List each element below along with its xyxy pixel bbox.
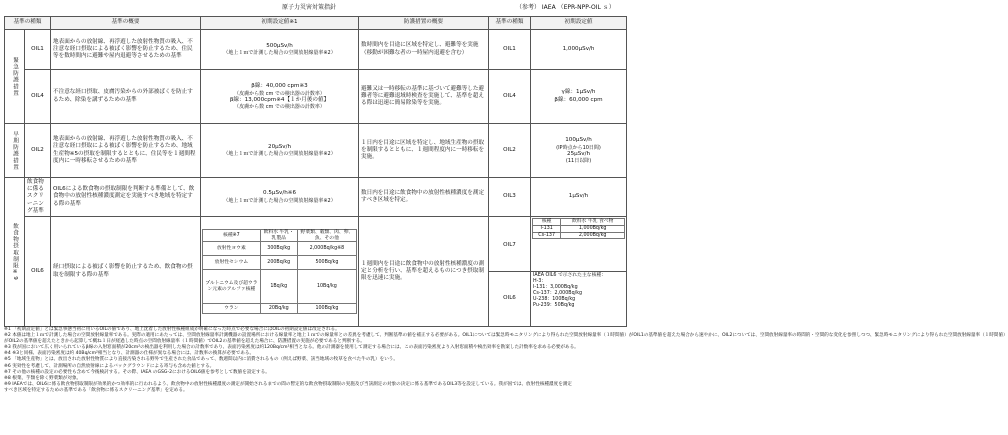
drink-header: 飲料水 牛乳・乳製品 bbox=[260, 229, 297, 242]
nuclide-name: 放射性セシウム bbox=[203, 256, 261, 270]
ref-code: OIL1 bbox=[489, 30, 531, 70]
ref-value: 25μSv/h bbox=[567, 150, 590, 157]
ref-code: OIL2 bbox=[489, 124, 531, 178]
oil-protective: １日内を目途に区域を特定し、地域生産物の摂取を制限するとともに、１週間程度内に一時移転を実施。 bbox=[359, 124, 489, 178]
table-row bbox=[203, 304, 357, 314]
table-row bbox=[533, 225, 625, 232]
footnote: ※3 我が国において広く用いられているβ線の入射窓面積が20cm²の検出器を利用した場合の計数率であり、表面汚染密度は約120Bq/cm²相当となる。他の計測器を使用して測定する場合には、この表面汚染密度より入射窓面積や検出効率を勘案した計数率を求める必要がある。 bbox=[4, 345, 579, 351]
col-type: 基準の種類 bbox=[5, 17, 51, 30]
drink-limit: 1Bq/kg bbox=[260, 270, 297, 304]
food-limit: 2,000Bq/kg※8 bbox=[297, 242, 356, 256]
footnote: すべき区域を特定するための基準である「飲食物に係るスクリーニング基準」を定める。 bbox=[4, 387, 188, 393]
oil-value-note: （地上１ｍで計測した場合の空間放射線量率※2） bbox=[223, 50, 336, 57]
table-row bbox=[5, 30, 627, 70]
oil7-block bbox=[531, 217, 626, 272]
oil6-nuclide-cell bbox=[201, 217, 359, 327]
ref-line: H-3： bbox=[533, 279, 547, 285]
ref-value-note: (IP時点から10日間) bbox=[556, 144, 601, 151]
oil-value-note: （地上１ｍで計測した場合の空間放射線量率※2） bbox=[223, 197, 336, 204]
ref-code: OIL6 bbox=[503, 295, 516, 302]
oil-value-cell bbox=[201, 70, 359, 124]
nuclide-header: 核種 bbox=[533, 219, 561, 226]
ref-code: OIL3 bbox=[489, 178, 531, 217]
table-row bbox=[533, 232, 625, 239]
nuclide-name: ウラン bbox=[203, 304, 261, 314]
ref-line: I-131：3,000Bq/kg bbox=[533, 285, 578, 291]
oil-value: β線：40,000 cpm※3 bbox=[251, 83, 308, 90]
ref-code: OIL7 bbox=[489, 219, 530, 272]
ref-value-cell bbox=[531, 124, 627, 178]
food-header: 野菜類、穀類、肉、卵、魚、その他 bbox=[297, 229, 356, 242]
table-row bbox=[5, 217, 627, 327]
nuclide-header: 核種※7 bbox=[203, 229, 261, 242]
footnote: ※4 ※3と同様、表面汚染密度は約 40Bq/cm²相当となり、計測器の仕様が異なる場合には、計数率の換算が必要である。 bbox=[4, 351, 255, 357]
drink-limit: 20Bq/kg bbox=[260, 304, 297, 314]
category-food: 飲食物摂取制限※9 bbox=[5, 178, 25, 327]
iaea-reference-title: （参考） IAEA （EPR-NPP-OIL ｓ） bbox=[516, 4, 615, 11]
oil-value-note: （皮膚から数 cm での検出器の計数率） bbox=[234, 103, 325, 110]
ref-nuclide-cell bbox=[531, 217, 627, 327]
ref-value: 100μSv/h bbox=[565, 137, 592, 144]
footnote: ※1 「初期設定値」とは緊急事態当初に用いるOILの値であり、地上沈着した放射性核種組成が明確になった時点で必要な場合にはOILの初期設定値は改定される。 bbox=[4, 327, 340, 332]
table-row bbox=[203, 256, 357, 270]
oil-value: 0.5μSv/h※6 bbox=[263, 190, 297, 197]
col-initial: 初期設定値※1 bbox=[201, 17, 359, 30]
oil-protective: 数日内を目途に飲食物中の放射性核種濃度を測定すべき区域を特定。 bbox=[359, 178, 489, 217]
ref-line: Cs-137：2,000Bq/kg bbox=[533, 291, 583, 297]
category-early: 早期防護措置 bbox=[5, 124, 25, 178]
col-type-ref: 基準の種類 bbox=[489, 17, 531, 30]
oil-value-cell bbox=[201, 124, 359, 178]
oil-value-note: （地上１ｍで計測した場合の空間放射線量率※2） bbox=[223, 151, 336, 158]
food-limit: 10Bq/kg bbox=[297, 270, 356, 304]
footnote: ※7 その他の核種の設定の必要性も含めて今後検討する。その際、IAEA のGSG-2におけるOIL6値を参考として数値を設定する。 bbox=[4, 369, 270, 375]
table-row bbox=[5, 178, 627, 217]
table-row bbox=[5, 70, 627, 124]
oil-table bbox=[4, 16, 627, 327]
table-row bbox=[5, 124, 627, 178]
ref-value: 1μSv/h bbox=[531, 178, 627, 217]
footnotes bbox=[4, 327, 1008, 394]
oil-code: OIL1 bbox=[25, 30, 51, 70]
col-initial-ref: 初期設定値 bbox=[531, 17, 627, 30]
ref-value-note: (11日以降) bbox=[565, 157, 592, 164]
oil7-table bbox=[532, 218, 625, 239]
drink-limit: 200Bq/kg bbox=[260, 256, 297, 270]
screening-label: 飲食物に係るスクリーニング基準 bbox=[25, 178, 51, 217]
oil-value-note: （皮膚から数 cm での検出器の計数率） bbox=[234, 90, 325, 97]
oil-code: OIL6 bbox=[25, 217, 51, 327]
nuclide-name: 放射性ヨウ素 bbox=[203, 242, 261, 256]
table-row bbox=[203, 242, 357, 256]
nuclide-limit: 2,000Bq/kg bbox=[561, 232, 625, 239]
footnote: ※6 実効性を考慮して、計測場所の自然放射線によるバックグラウンドによる寄与も含めた値とする。 bbox=[4, 363, 215, 369]
ref-value-cell bbox=[531, 70, 627, 124]
ref-code: OIL4 bbox=[489, 70, 531, 124]
ref-line: U-238：100Bq/kg bbox=[533, 297, 576, 303]
oil6-table-header bbox=[203, 229, 357, 242]
col-overview: 基準の概要 bbox=[51, 17, 201, 30]
nuclide-name: プルトニウム及び超ウラン元素のアルファ核種 bbox=[203, 270, 261, 304]
drink-limit: 300Bq/kg bbox=[260, 242, 297, 256]
oil6-nuclide-table bbox=[202, 229, 357, 315]
footnote: がOIL2の基準値を超えたときから起算して概ね１日が経過した時点の空間放射線量率（１時間値）でOIL2の基準値を超えた場合に、防護措置の実施が必要であると判断する。 bbox=[4, 339, 365, 345]
ref-line: Pu-239：50Bq/kg bbox=[533, 303, 575, 309]
table-row bbox=[203, 270, 357, 304]
oil-value: β線：13,000cpm※4【１か月後の値】 bbox=[229, 96, 330, 103]
footnote: ※5 「地域生産物」とは、放出された放射性物質により直接汚染される野外で生産された食品であって、数週間以内に消費されるもの（例えば野菜、該当地域の牧草を食べた牛の乳）をいう。 bbox=[4, 357, 398, 363]
limit-header: 飲料水 牛乳 食べ物 bbox=[561, 219, 625, 226]
oil-protective: 数時間内を目途に区域を特定し、避難等を実施（移動が困難な者の一時屋内退避を含む） bbox=[359, 30, 489, 70]
table-header-row bbox=[5, 17, 627, 30]
policy-title: 原子力災害対策指針 bbox=[282, 4, 337, 11]
oil-protective: 避難又は一時移転の基準に基づいて避難等した避難者等に避難退域時検査を実施して、基準を超える際は迅速に簡易除染等を実施。 bbox=[359, 70, 489, 124]
oil-overview: 経口摂取による被ばく影響を防止するため、飲食物の摂取を制限する際の基準 bbox=[51, 217, 201, 327]
ref-value: β線：60,000 cpm bbox=[554, 96, 603, 103]
oil-value-cell bbox=[201, 178, 359, 217]
oil-value: 500μSv/h bbox=[266, 42, 293, 49]
screening-description: OIL6による飲食物の摂取制限を判断する準備として、飲食物中の放射性核種濃度測定を実施すべき地域を特定する際の基準 bbox=[51, 178, 201, 217]
oil-code: OIL2 bbox=[25, 124, 51, 178]
footnote: ※8 根菜、芋類を除く野菜類が対象。 bbox=[4, 375, 82, 381]
nuclide-limit: 1,000Bq/kg bbox=[561, 225, 625, 232]
oil-value-cell bbox=[201, 30, 359, 70]
oil-protective: １週間内を目途に飲食物中の放射性核種濃度の測定と分析を行い、基準を超えるものにつき摂取制限を迅速に実施。 bbox=[359, 217, 489, 327]
category-urgent: 緊急防護措置 bbox=[5, 30, 25, 124]
ref-code-cell bbox=[489, 217, 531, 327]
oil-overview: 地表面からの放射線、再浮遊した放射性物質の吸入、不注意な経口摂取による被ばく影響を防止するため、住民等を数時間内に避難や屋内退避等させるための基準 bbox=[51, 30, 201, 70]
nuclide-name: Cs-137 bbox=[533, 232, 561, 239]
food-limit: 500Bq/kg bbox=[297, 256, 356, 270]
footnote: ※2 本値は地上１ｍで計測した場合の空間放射線量率である。実際の適用にあたっては、空間放射線量率計測機器の設置場所における線量率と地上１ｍでの線量率との差異を考慮して、判断基準の値を補正する必要がある。OIL1については緊急時モニタリングにより得られた空間放射線量率（１時間値）がOIL1の基準値を超えた場合から速やかに、OIL2については、空間放射線量率の時間的・空間的な変化を参照しつつ、緊急時モニタリングにより得られた空間放射線量率（１時間値） bbox=[4, 333, 1008, 339]
footnote: ※9 IAEAでは、OIL6に係る飲食物摂取制限が効果的かつ効率的に行われるよう、飲食物中の放射性核種濃度の測定が開始されるまでの間の暫定的な飲食物摂取制限の実施及び当該測定の対象の決定に係る基準であるOIL3等を設定している。我が国では、放射性核種濃度を測定 bbox=[4, 381, 572, 387]
nuclide-name: I-131 bbox=[533, 225, 561, 232]
oil-overview: 地表面からの放射線、再浮遊した放射性物質の吸入、不注意な経口摂取による被ばく影響を防止するため、地域生産物※5の摂取を制限するとともに、住民等を１週間程度内に一時移転させるための基準 bbox=[51, 124, 201, 178]
oil7-table-header bbox=[533, 219, 625, 226]
ref-value: 1,000μSv/h bbox=[531, 30, 627, 70]
ref-line: IAEA OIL6 で示された主な核種： bbox=[533, 273, 606, 279]
ref-value: γ線：1μSv/h bbox=[561, 89, 596, 96]
oil-code: OIL4 bbox=[25, 70, 51, 124]
col-protective: 防護措置の概要 bbox=[359, 17, 489, 30]
oil6-ref-list bbox=[531, 272, 626, 326]
oil-value: 20μSv/h bbox=[268, 143, 291, 150]
food-limit: 100Bq/kg bbox=[297, 304, 356, 314]
oil-overview: 不注意な経口摂取、皮膚汚染からの外部被ばくを防止するため、除染を講ずるための基準 bbox=[51, 70, 201, 124]
